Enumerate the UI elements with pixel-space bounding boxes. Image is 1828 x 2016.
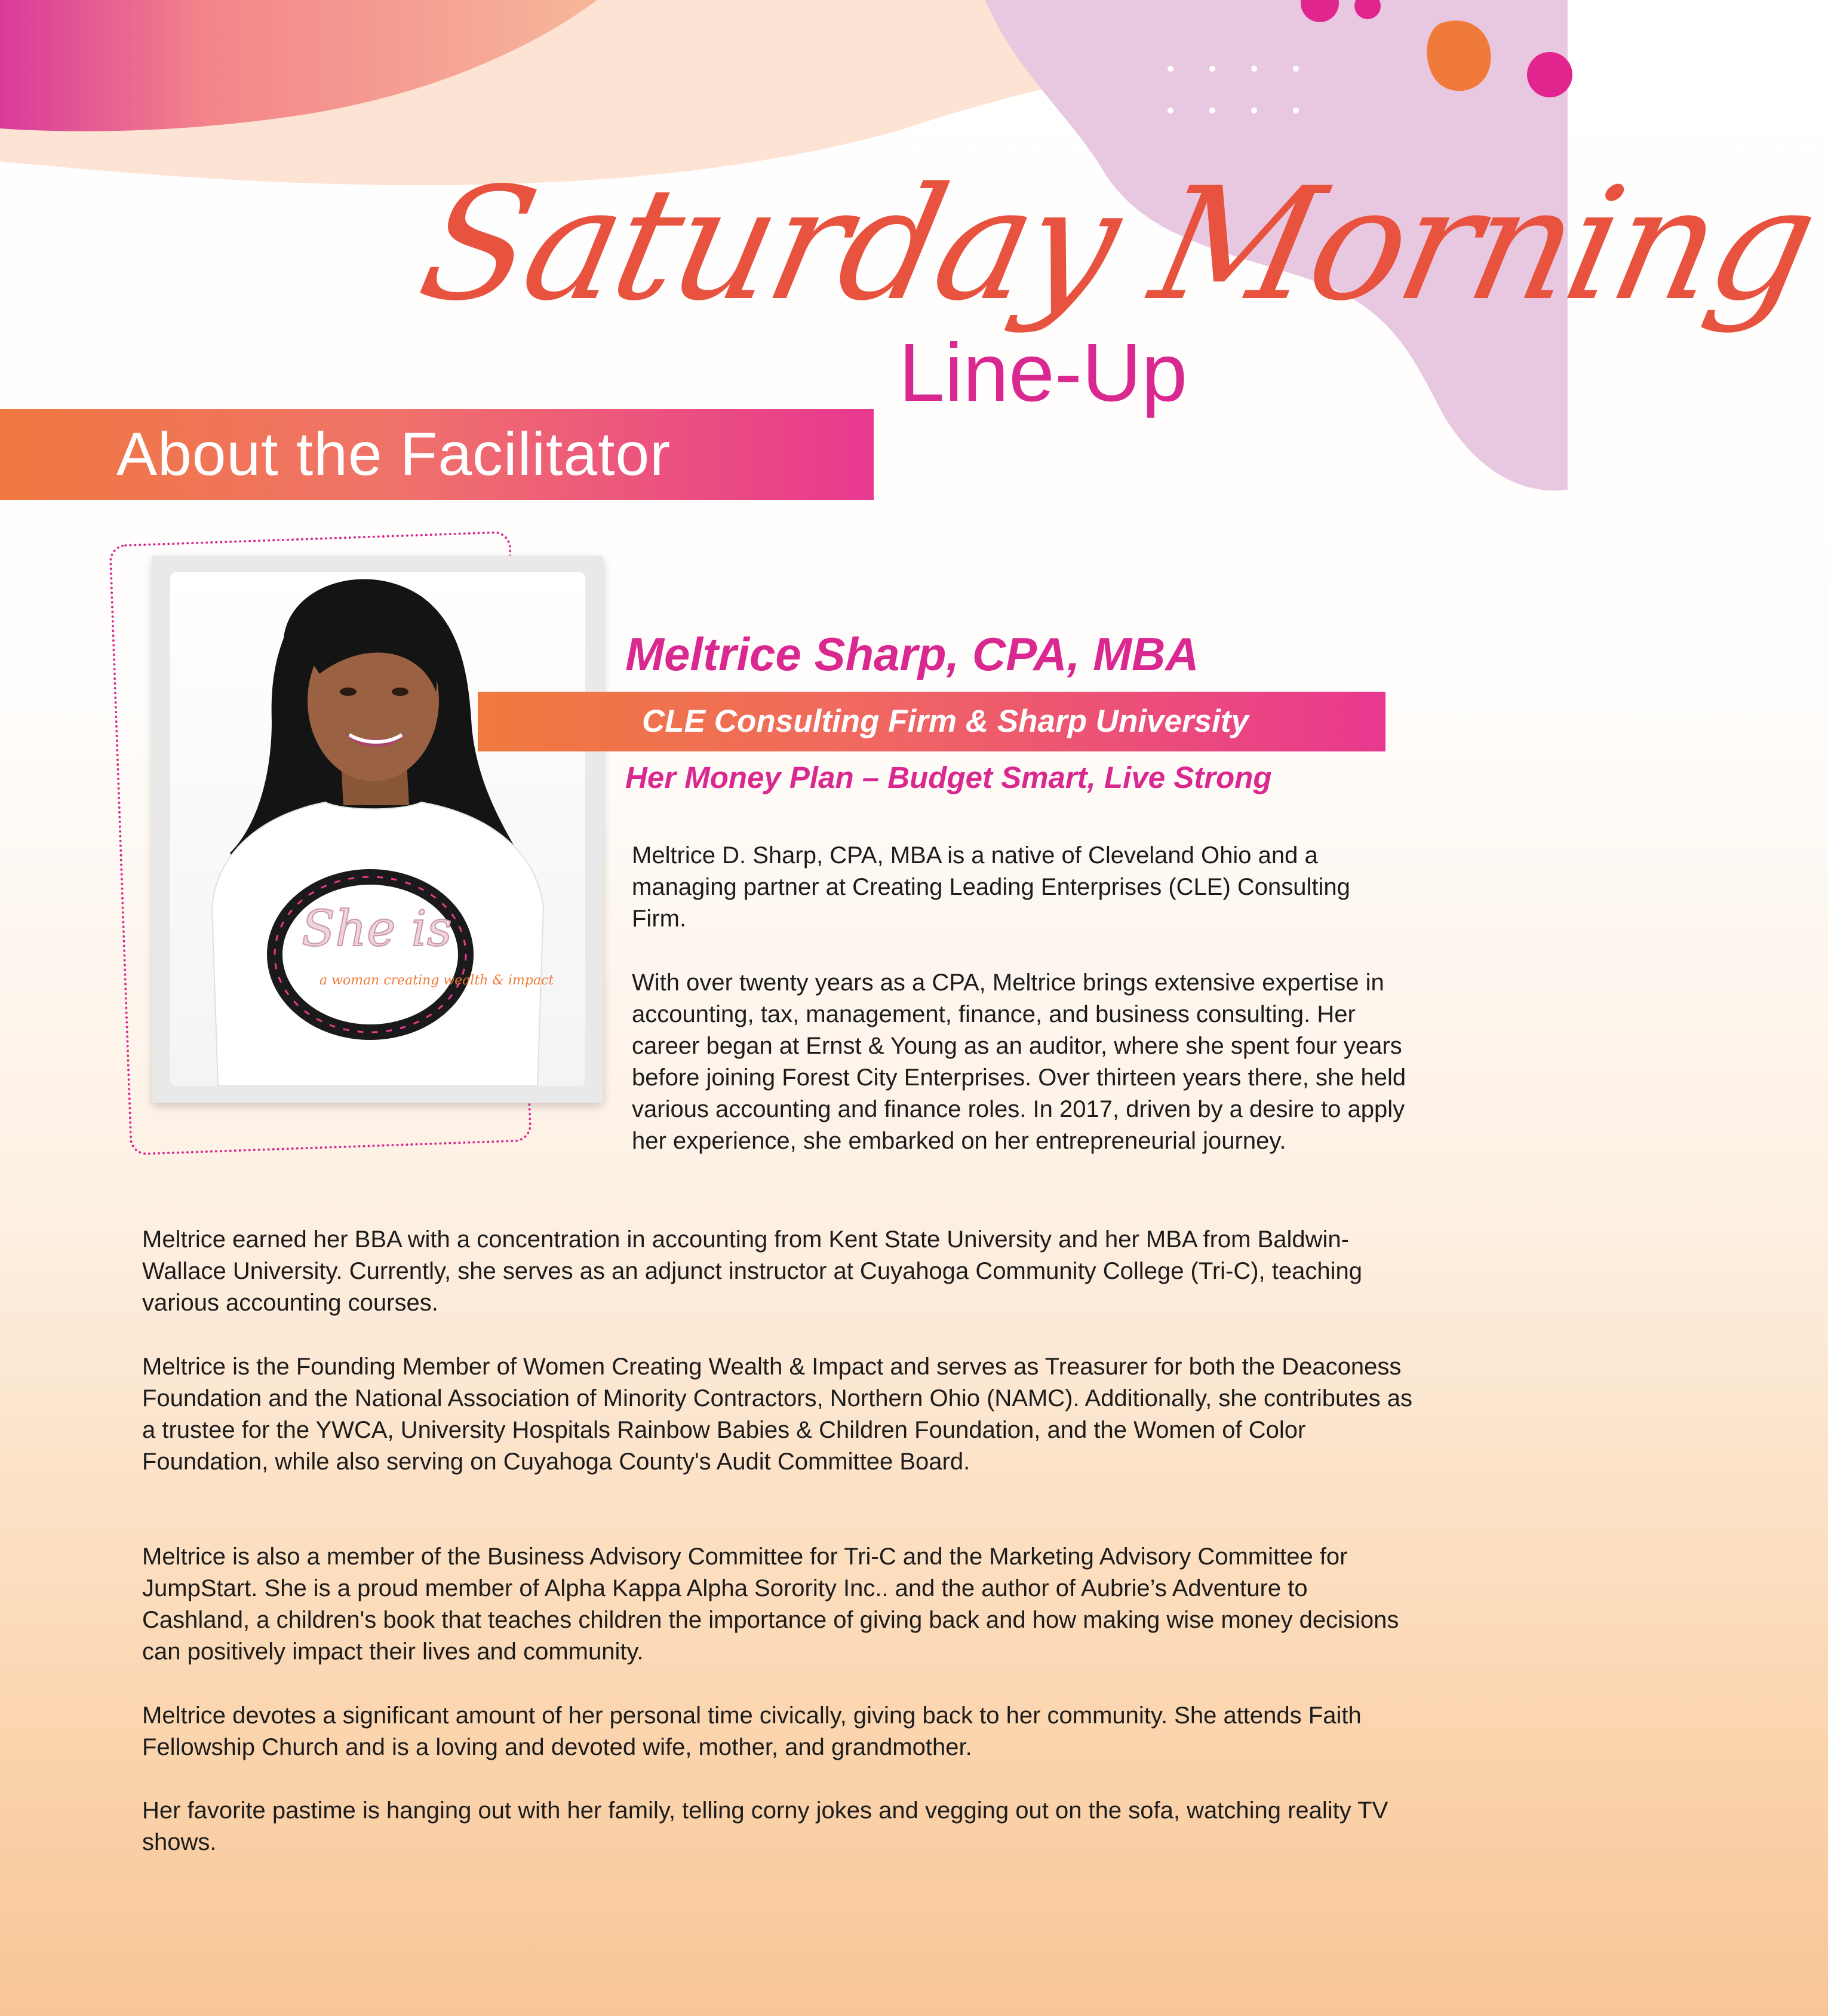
- facilitator-photo: [170, 572, 585, 1086]
- bio-paragraph: Meltrice is also a member of the Business Advisory Committee for Tri-C and the Marketing Advisory Committee for JumpStart. She is a proud member of Alpha Kappa Alpha Sorority Inc.. and the author of Aubrie’s Adventure to Cashland, a children's book that teaches children the importance of giving back and how making wise money decisions can positively impact their lives and community.: [142, 1544, 1399, 1665]
- shirt-tagline: a woman creating wealth & impact: [319, 973, 554, 988]
- orange-blob-shape: [1427, 20, 1491, 91]
- section-label: About the Facilitator: [116, 420, 671, 488]
- bio-paragraph: Her favorite pastime is hanging out with her family, telling corny jokes and vegging out on the sofa, watching reality TV shows.: [142, 1797, 1388, 1855]
- shirt-logo-text: She is: [302, 901, 452, 958]
- bio-paragraph: Meltrice earned her BBA with a concentration in accounting from Kent State University and her MBA from Baldwin-Wallace University. Currently, she serves as an adjunct instructor at Cuyahoga Community College (Tri-C), teaching various accounting courses.: [142, 1226, 1363, 1316]
- lineup-subtitle: Line-Up: [899, 327, 1188, 419]
- script-title: Saturday Morning: [406, 155, 1828, 335]
- bio-paragraph: With over twenty years as a CPA, Meltrice brings extensive expertise in accounting, tax, management, finance, and business consulting. Her career began at Ernst & Young as an auditor, where she spent four years before joining Forest City Enterprises. Over thirteen years there, she held various accounting and finance roles. In 2017, driven by a desire to apply her experience, she embarked on her entrepreneurial journey.: [632, 969, 1406, 1154]
- magenta-dot-shape: [1527, 52, 1572, 97]
- portrait-illustration: [170, 572, 585, 1086]
- bio-paragraph: Meltrice devotes a significant amount of her personal time civically, giving back to her community. She attends Faith Fellowship Church and is a loving and devoted wife, mother, and grandmother.: [142, 1702, 1362, 1760]
- facilitator-organization: CLE Consulting Firm & Sharp University: [642, 704, 1249, 739]
- facilitator-name: Meltrice Sharp, CPA, MBA: [625, 628, 1199, 680]
- bio-paragraph: Meltrice is the Founding Member of Women Creating Wealth & Impact and serves as Treasurer for both the Deaconess Foundation and the National Association of Minority Contractors, Northern Ohio (NAMC). Additionally, she contributes as a trustee for the YWCA, University Hospitals Rainbow Babies & Children Foundation, and the Women of Color Foundation, while also serving on Cuyahoga County's Audit Committee Board.: [142, 1354, 1412, 1475]
- bio-paragraph: Meltrice D. Sharp, CPA, MBA is a native of Cleveland Ohio and a managing partner at Creating Leading Enterprises (CLE) Consulting Firm.: [632, 842, 1350, 932]
- session-title: Her Money Plan – Budget Smart, Live Strong: [625, 760, 1272, 794]
